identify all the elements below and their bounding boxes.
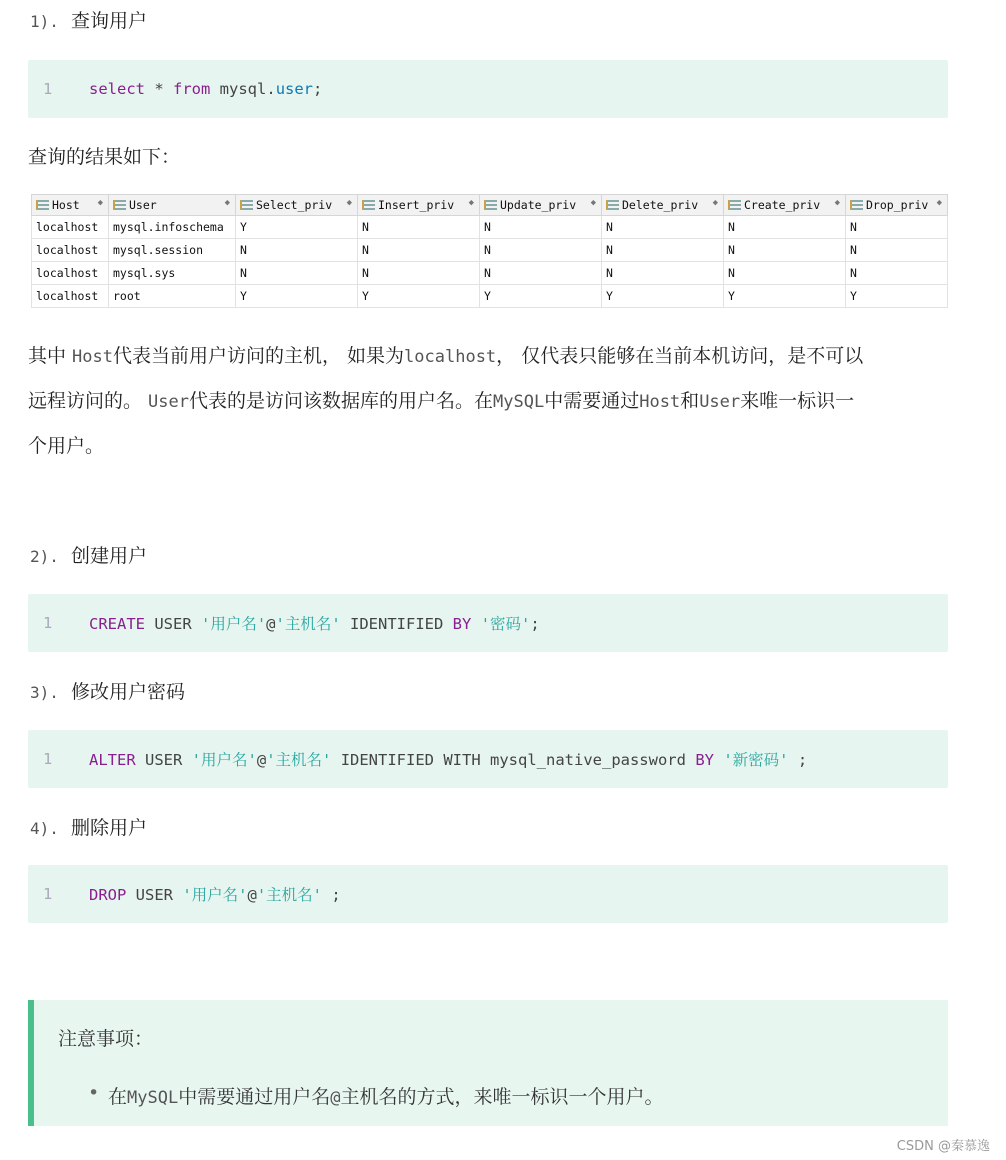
section-3-heading: 3). 修改用户密码 <box>30 681 185 703</box>
code-line: select * from mysql.user; <box>89 80 323 98</box>
description-paragraph: 其中 Host代表当前用户访问的主机， 如果为localhost， 仅代表只能够在当前本机访问，是不可以 远程访问的。 User代表的是访问该数据库的用户名。在MySQL中需要通过Host和User来唯一标识一 个用户。 <box>28 345 864 457</box>
code-line: DROP USER '用户名'@'主机名' ; <box>89 886 341 904</box>
note-title: 注意事项： <box>58 1028 154 1050</box>
column-icon <box>850 200 863 210</box>
table-row: localhost mysql.infoschema Y N N N N N <box>32 216 948 239</box>
note-callout <box>28 1000 948 1126</box>
column-header[interactable]: User ◆ <box>109 195 236 216</box>
table-row: localhost root Y Y Y Y Y Y <box>32 285 948 308</box>
column-icon <box>240 200 253 210</box>
sort-icon[interactable]: ◆ <box>346 198 352 208</box>
section-1-heading: 1). 查询用户 <box>30 10 147 32</box>
code-line: CREATE USER '用户名'@'主机名' IDENTIFIED BY '密码'; <box>89 615 540 633</box>
section-4-heading: 4). 删除用户 <box>30 817 147 839</box>
code-block-select[interactable]: 1 select * from mysql.user; <box>28 60 948 118</box>
column-header[interactable]: Drop_priv ◆ <box>846 195 948 216</box>
sort-icon[interactable]: ◆ <box>936 198 942 208</box>
column-header[interactable]: Select_priv ◆ <box>236 195 358 216</box>
sort-icon[interactable]: ◆ <box>224 198 230 208</box>
sort-icon[interactable]: ◆ <box>834 198 840 208</box>
footer-watermark: CSDN @秦慕逸 <box>896 1139 990 1154</box>
result-label: 查询的结果如下： <box>28 146 181 168</box>
column-header[interactable]: Create_priv ◆ <box>724 195 846 216</box>
table-row: localhost mysql.session N N N N N N <box>32 239 948 262</box>
column-header[interactable]: Delete_priv ◆ <box>602 195 724 216</box>
result-table <box>31 194 948 308</box>
column-header[interactable]: Update_priv ◆ <box>480 195 602 216</box>
column-icon <box>728 200 741 210</box>
sort-icon[interactable]: ◆ <box>712 198 718 208</box>
column-header[interactable]: Insert_priv ◆ <box>358 195 480 216</box>
sort-icon[interactable]: ◆ <box>468 198 474 208</box>
code-block-alter-user[interactable]: 1 ALTER USER '用户名'@'主机名' IDENTIFIED WITH mysql_native_password BY '新密码' ; <box>28 730 948 788</box>
column-icon <box>36 200 49 210</box>
bullet-icon: • <box>88 1082 100 1104</box>
code-block-drop-user[interactable]: 1 DROP USER '用户名'@'主机名' ; <box>28 865 948 923</box>
code-line: ALTER USER '用户名'@'主机名' IDENTIFIED WITH mysql_native_password BY '新密码' ; <box>89 751 808 769</box>
column-icon <box>606 200 619 210</box>
section-2-heading: 2). 创建用户 <box>30 545 147 567</box>
sort-icon[interactable]: ◆ <box>97 198 103 208</box>
table-header-row <box>32 195 948 216</box>
note-bullet: • 在MySQL中需要通过用户名@主机名的方式，来唯一标识一个用户。 <box>88 1082 664 1108</box>
table-row: localhost mysql.sys N N N N N N <box>32 262 948 285</box>
column-header[interactable]: Host ◆ <box>32 195 109 216</box>
column-icon <box>362 200 375 210</box>
code-block-create-user[interactable]: 1 CREATE USER '用户名'@'主机名' IDENTIFIED BY '密码'; <box>28 594 948 652</box>
column-icon <box>113 200 126 210</box>
sort-icon[interactable]: ◆ <box>590 198 596 208</box>
column-icon <box>484 200 497 210</box>
